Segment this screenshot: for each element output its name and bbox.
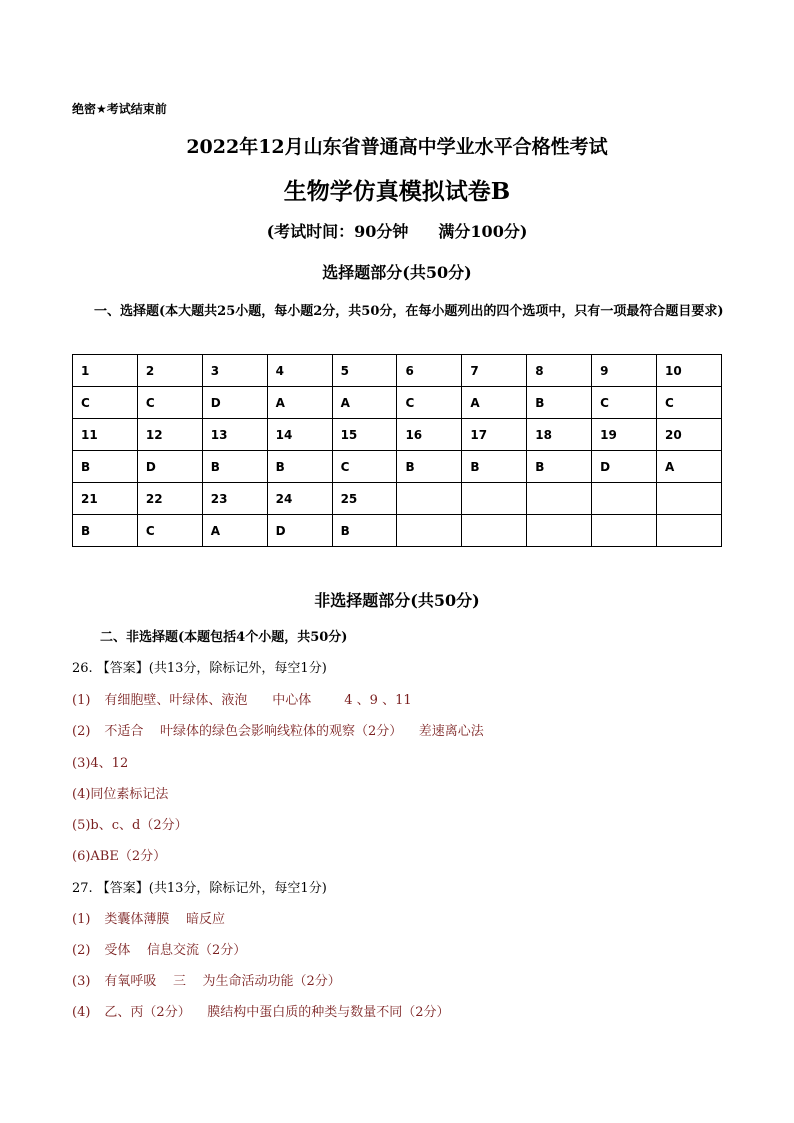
section2-title: 非选择题部分(共50分) xyxy=(314,591,480,610)
table-cell: B xyxy=(202,451,267,483)
line-num: (1) xyxy=(72,693,91,708)
table-cell: 19 xyxy=(592,419,657,451)
table-cell: D xyxy=(137,451,202,483)
table-row xyxy=(73,387,722,419)
section2-instruction: 二、非选择题(本题包括4个小题，共50分) xyxy=(100,630,348,645)
table-cell: A xyxy=(657,451,722,483)
q27-header: 27. 【答案】(共13分，除标记外，每空1分) xyxy=(72,881,327,896)
line-num: (1) xyxy=(72,912,91,927)
table-cell: 11 xyxy=(73,419,138,451)
table-cell: D xyxy=(592,451,657,483)
exam-time: (考试时间：90分钟 xyxy=(266,222,409,241)
table-cell: C xyxy=(592,387,657,419)
table-cell: B xyxy=(527,451,592,483)
table-cell: B xyxy=(73,515,138,547)
section1-instruction: 一、选择题(本大题共25小题，每小题2分，共50分，在每小题列出的四个选项中，只有一项最符合题目要求) xyxy=(94,304,724,319)
table-cell: 24 xyxy=(267,483,332,515)
line-num: (4) xyxy=(72,1005,91,1020)
table-cell: 18 xyxy=(527,419,592,451)
q26-line-3: (3)4、12 xyxy=(72,756,129,771)
exam-title: 2022年12月山东省普通高中学业水平合格性考试 xyxy=(186,136,608,158)
table-cell: B xyxy=(462,451,527,483)
table-cell: A xyxy=(202,515,267,547)
table-row xyxy=(73,419,722,451)
table-cell xyxy=(397,483,462,515)
line-num: (3) xyxy=(72,974,91,989)
q27-line-4 xyxy=(72,1001,450,1020)
line-text: 不适合 叶绿体的绿色会影响线粒体的观察（2分） 差速离心法 xyxy=(104,724,484,739)
table-cell xyxy=(527,483,592,515)
table-cell: 14 xyxy=(267,419,332,451)
table-cell xyxy=(397,515,462,547)
table-cell: 6 xyxy=(397,355,462,387)
table-cell: 9 xyxy=(592,355,657,387)
table-cell: 16 xyxy=(397,419,462,451)
section1-title: 选择题部分(共50分) xyxy=(322,263,472,282)
q27-line-1 xyxy=(72,908,225,927)
table-cell: C xyxy=(137,387,202,419)
table-cell: D xyxy=(202,387,267,419)
exam-score: 满分100分) xyxy=(438,222,528,241)
table-cell: 12 xyxy=(137,419,202,451)
table-cell: 21 xyxy=(73,483,138,515)
line-text: 乙、丙（2分） 膜结构中蛋白质的种类与数量不同（2分） xyxy=(104,1005,450,1020)
table-cell: 5 xyxy=(332,355,397,387)
line-text: 有细胞壁、叶绿体、液泡 中心体 4 、9 、11 xyxy=(104,693,412,708)
q27-line-3 xyxy=(72,970,341,989)
exam-info xyxy=(0,219,794,242)
table-cell: B xyxy=(267,451,332,483)
table-cell: 10 xyxy=(657,355,722,387)
table-cell: 17 xyxy=(462,419,527,451)
table-cell: 4 xyxy=(267,355,332,387)
table-cell: A xyxy=(332,387,397,419)
q26-line-2 xyxy=(72,720,484,739)
table-cell: 13 xyxy=(202,419,267,451)
table-cell: B xyxy=(527,387,592,419)
table-cell xyxy=(592,483,657,515)
table-cell: C xyxy=(657,387,722,419)
line-text: 有氧呼吸 三 为生命活动功能（2分） xyxy=(104,974,341,989)
table-cell xyxy=(657,483,722,515)
table-cell xyxy=(657,515,722,547)
line-num: (2) xyxy=(72,724,91,739)
table-row xyxy=(73,451,722,483)
table-cell: C xyxy=(73,387,138,419)
q26-line-1 xyxy=(72,689,412,708)
q26-line-6: (6)ABE（2分） xyxy=(72,849,167,864)
table-cell: D xyxy=(267,515,332,547)
table-cell: C xyxy=(397,387,462,419)
table-cell: A xyxy=(267,387,332,419)
table-cell: 15 xyxy=(332,419,397,451)
table-row xyxy=(73,483,722,515)
q26-line-5: (5)b、c、d（2分） xyxy=(72,818,188,833)
line-num: (2) xyxy=(72,943,91,958)
table-cell: 25 xyxy=(332,483,397,515)
q27-line-2 xyxy=(72,939,246,958)
table-cell xyxy=(592,515,657,547)
table-cell xyxy=(527,515,592,547)
exam-subtitle: 生物学仿真模拟试卷B xyxy=(283,178,511,205)
answer-table xyxy=(72,354,722,547)
line-text: 类囊体薄膜 暗反应 xyxy=(104,912,225,927)
table-cell: C xyxy=(332,451,397,483)
confidential-label: 绝密★考试结束前 xyxy=(72,102,167,116)
table-cell: C xyxy=(137,515,202,547)
table-cell: 23 xyxy=(202,483,267,515)
table-cell: 2 xyxy=(137,355,202,387)
table-cell: 22 xyxy=(137,483,202,515)
table-row xyxy=(73,515,722,547)
line-text: 受体 信息交流（2分） xyxy=(104,943,247,958)
table-cell xyxy=(462,515,527,547)
q26-header: 26. 【答案】(共13分，除标记外，每空1分) xyxy=(72,661,327,676)
table-cell xyxy=(462,483,527,515)
table-cell: 8 xyxy=(527,355,592,387)
table-cell: B xyxy=(332,515,397,547)
table-cell: 3 xyxy=(202,355,267,387)
table-cell: 7 xyxy=(462,355,527,387)
table-cell: 1 xyxy=(73,355,138,387)
table-cell: A xyxy=(462,387,527,419)
table-cell: 20 xyxy=(657,419,722,451)
table-row xyxy=(73,355,722,387)
q26-line-4: (4)同位素标记法 xyxy=(72,787,169,802)
table-cell: B xyxy=(397,451,462,483)
table-cell: B xyxy=(73,451,138,483)
